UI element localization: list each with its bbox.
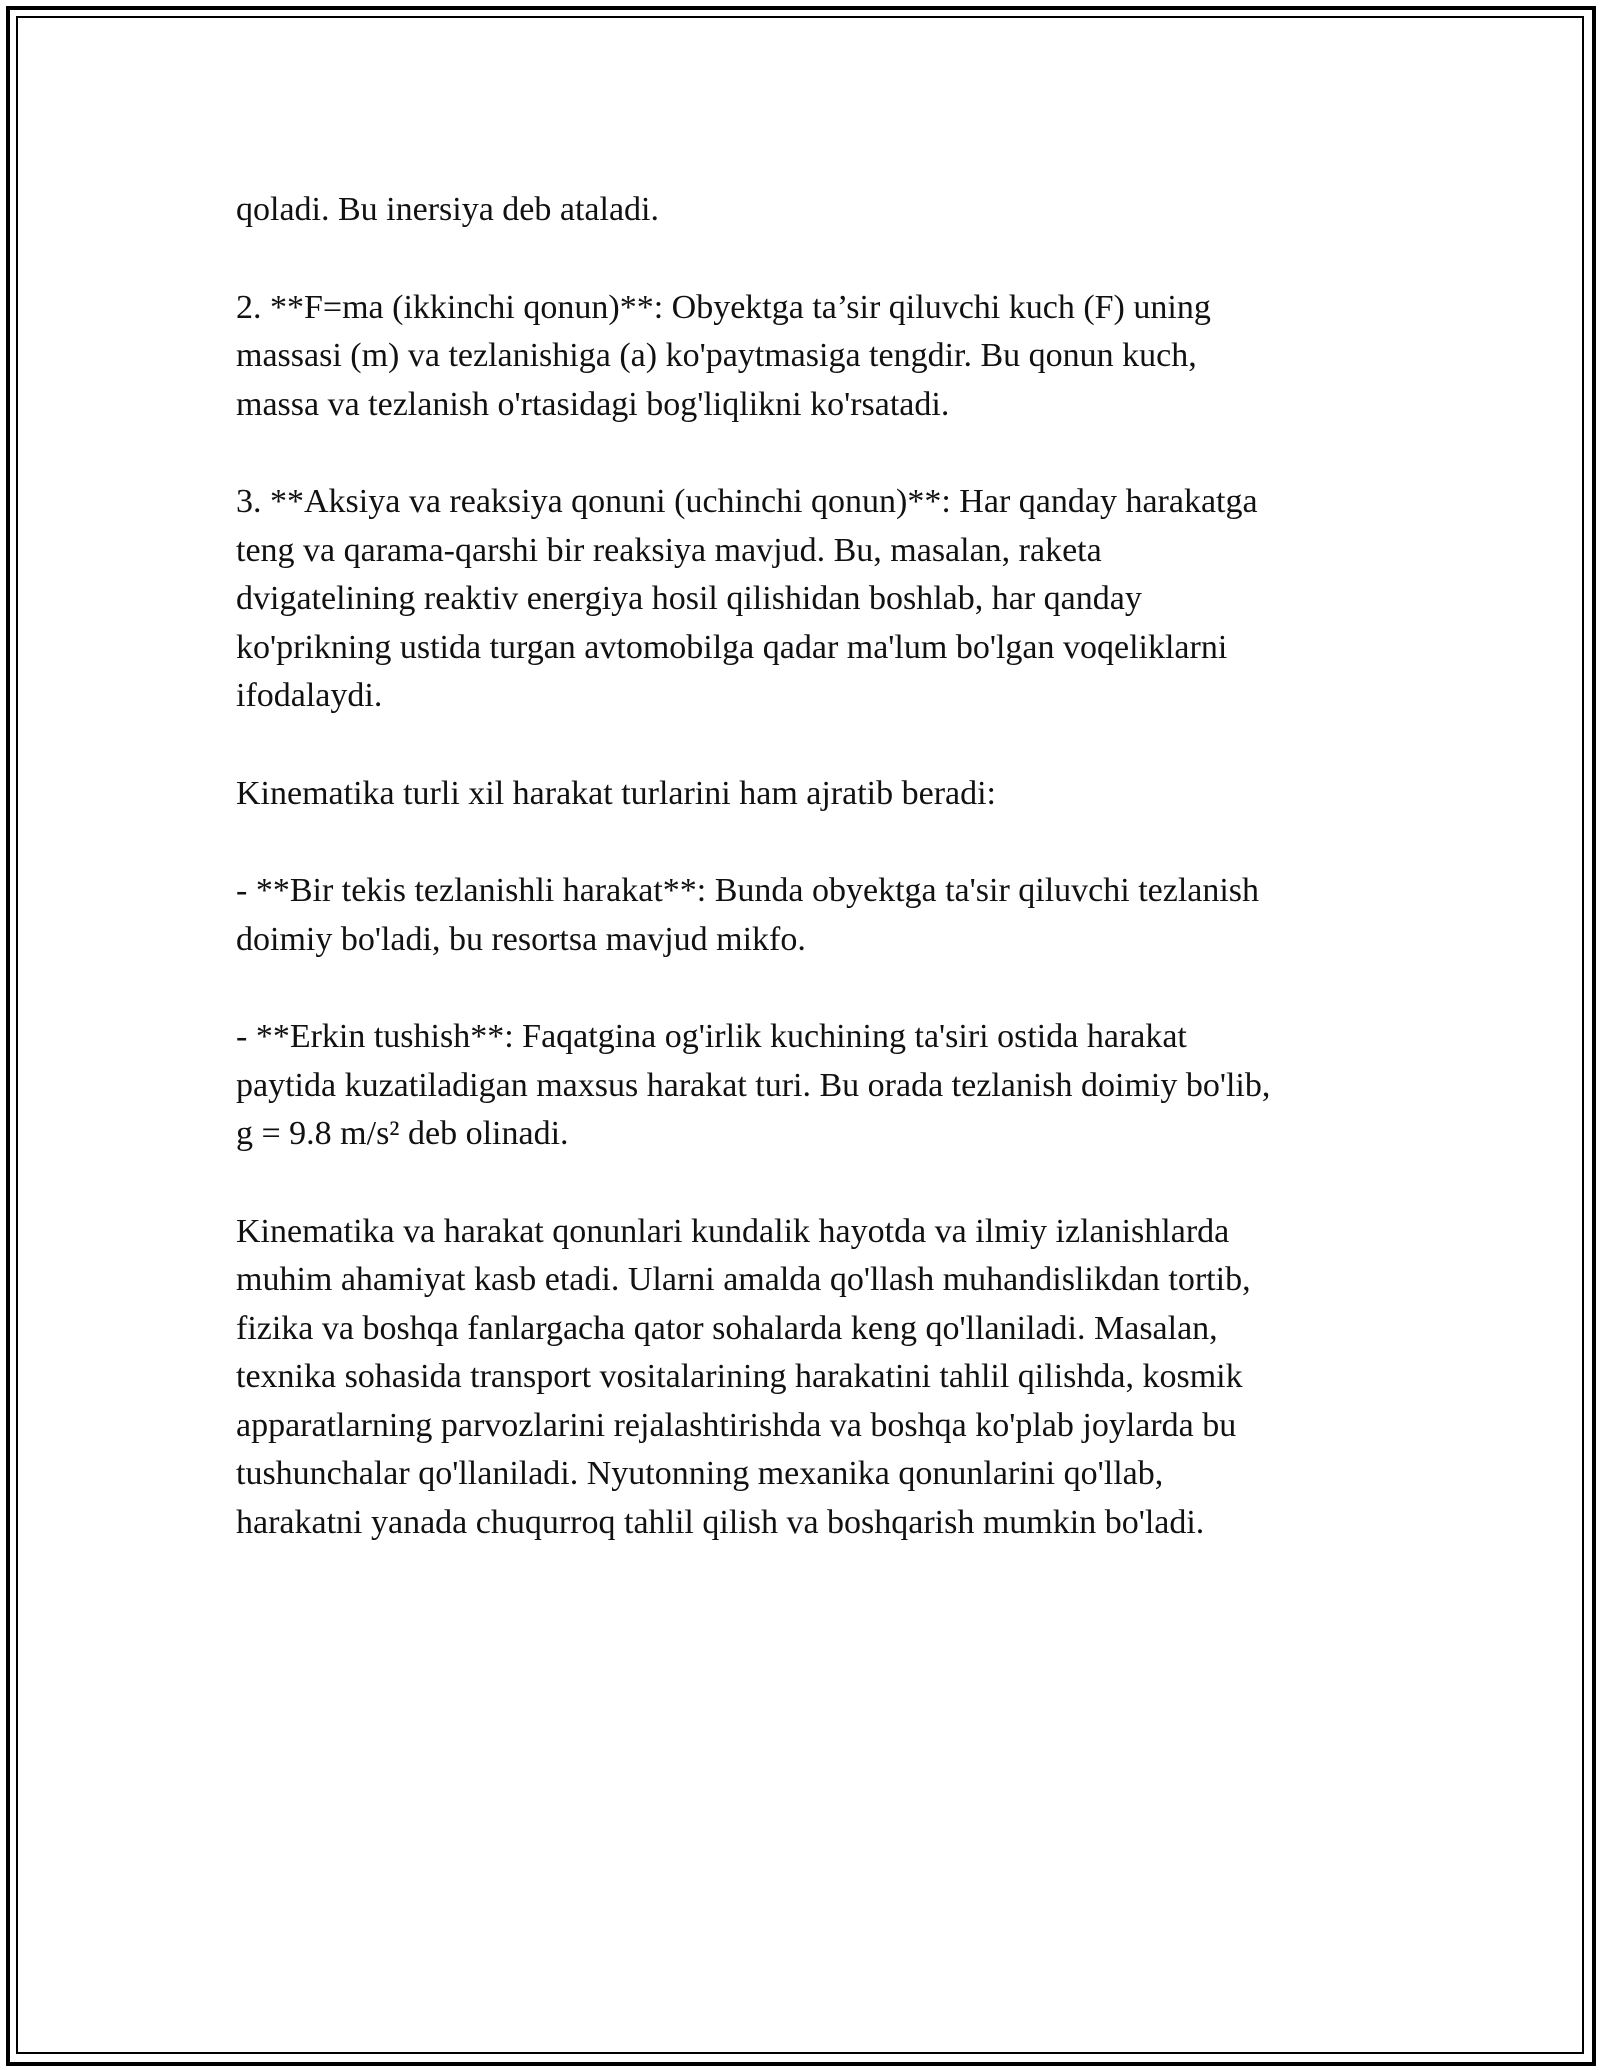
paragraph-third-law: 3. **Aksiya va reaksiya qonuni (uchinchi qonun)**: Har qanday harakatga teng va qarama-qarshi bir reaksiya mavjud. Bu, masalan, raketa dvigatelining reaktiv energiya hosil qilishidan boshlab, har qanday ko'prikning ustida turgan avtomobilga qadar ma'lum bo'lgan voqeliklarni ifodalaydi.	[236, 483, 1258, 714]
document-body	[236, 186, 1366, 1547]
paragraph-second-law: 2. **F=ma (ikkinchi qonun)**: Obyektga ta’sir qiluvchi kuch (F) uning massasi (m) va tezlanishiga (a) ko'paytmasiga tengdir. Bu qonun kuch, massa va tezlanish o'rtasidagi bog'liqlikni ko'rsatadi.	[236, 288, 1211, 423]
paragraph-kinematics-intro: Kinematika turli xil harakat turlarini ham ajratib beradi:	[236, 774, 997, 812]
paragraph-uniform-acceleration: - **Bir tekis tezlanishli harakat**: Bunda obyektga ta'sir qiluvchi tezlanish doimiy bo'ladi, bu resortsa mavjud mikfo.	[236, 872, 1260, 958]
paragraph-conclusion: Kinematika va harakat qonunlari kundalik hayotda va ilmiy izlanishlarda muhim ahamiyat kasb etadi. Ularni amalda qo'llash muhandislikdan tortib, fizika va boshqa fanlargacha qator sohalarda keng qo'llaniladi. Masalan, texnika sohasida transport vositalarining harakatini tahlil qilishda, kosmik apparatlarning parvozlarini rejalashtirishda va boshqa ko'plab joylarda bu tushunchalar qo'llaniladi. Nyutonning mexanika qonunlarini qo'llab, harakatni yanada chuqurroq tahlil qilish va boshqarish mumkin bo'ladi.	[236, 1212, 1251, 1541]
paragraph-free-fall: - **Erkin tushish**: Faqatgina og'irlik kuchining ta'siri ostida harakat paytida kuzatiladigan maxsus harakat turi. Bu orada tezlanish doimiy bo'lib, g = 9.8 m/s² deb olinadi.	[236, 1018, 1271, 1152]
paragraph-inertia-end: qoladi. Bu inersiya deb ataladi.	[236, 191, 659, 228]
